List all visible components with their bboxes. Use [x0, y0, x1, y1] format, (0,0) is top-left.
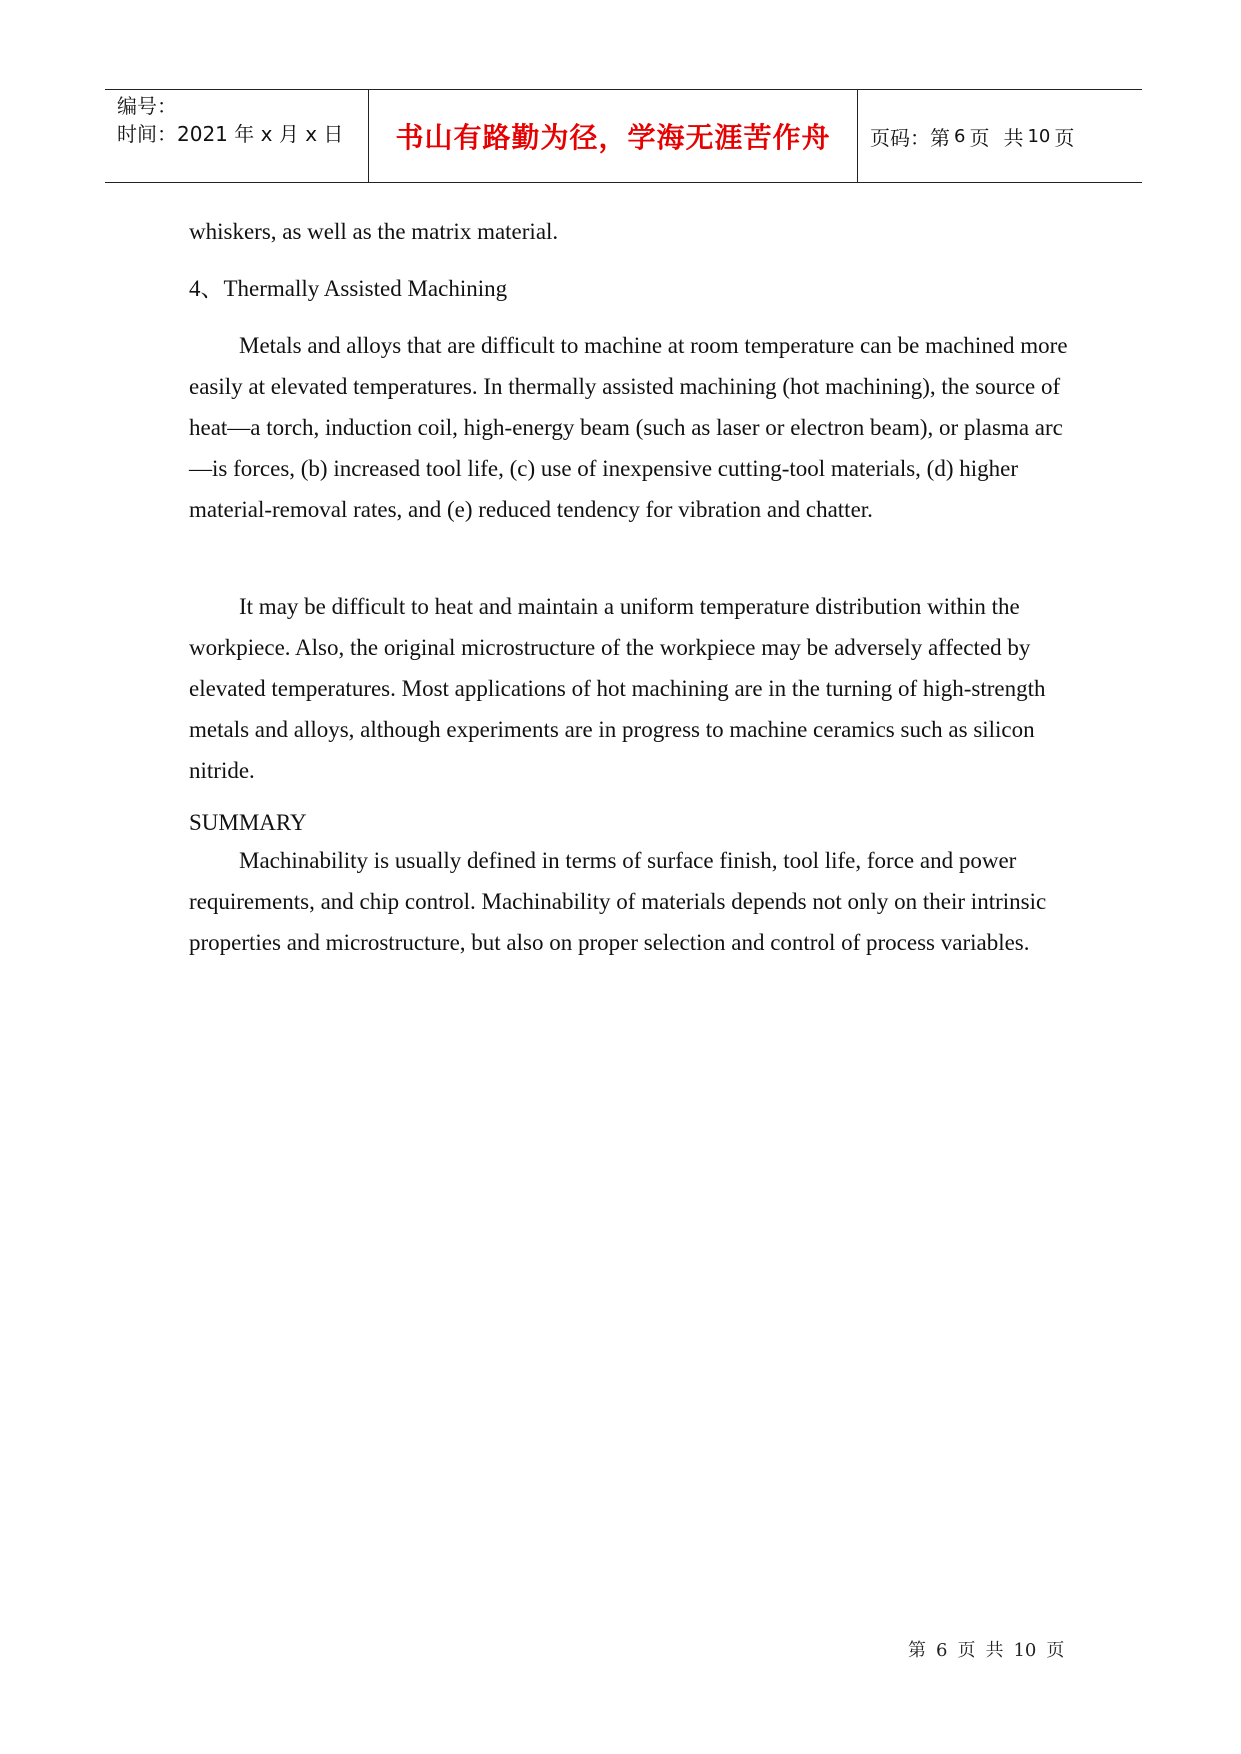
- footer-total-unit: 页: [1046, 1640, 1065, 1661]
- section-heading: 4、Thermally Assisted Machining: [189, 276, 508, 301]
- page-prefix: 第: [930, 125, 950, 150]
- date-day: x: [305, 122, 318, 146]
- header-page-info: [858, 90, 1142, 182]
- page-header: [105, 89, 1142, 183]
- summary-paragraph: Machinability is usually defined in terms of surface finish, tool life, force and power requirements, and chip control. Machinability of materials depends not only on their intrinsic properties and microstructure, but also on proper selection and control of process variables.: [189, 848, 1047, 955]
- page-label: 页码：: [870, 125, 930, 150]
- page-current: 6: [954, 125, 966, 147]
- footer-current: 6: [936, 1640, 948, 1661]
- footer-total-prefix: 共: [985, 1640, 1004, 1661]
- page-total-prefix: 共: [1003, 125, 1024, 150]
- date-month: x: [260, 122, 273, 146]
- date-line: [117, 120, 368, 148]
- page-unit: 页: [969, 125, 990, 150]
- footer-prefix: 第: [908, 1640, 926, 1661]
- paragraph-thermally-assisted-1: Metals and alloys that are difficult to machine at room temperature can be machined more easily at elevated temperatures. In thermally assisted machining (hot machining), the source of heat—a torch, induction coil, high-energy beam (such as laser or electron beam), or plasma arc—is forces, (b) increased tool life, (c) use of inexpensive cutting-tool materials, (d) higher material-removal rates, and (e) reduced tendency for vibration and chatter.: [189, 333, 1068, 522]
- page-footer: [908, 1636, 1074, 1662]
- footer-unit: 页: [957, 1640, 976, 1661]
- page-total: 10: [1027, 125, 1051, 147]
- date-label: 时间：: [117, 122, 177, 146]
- paragraph-thermally-assisted-2: It may be difficult to heat and maintain a uniform temperature distribution within the workpiece. Also, the original microstructure of the workpiece may be adversely affected by elevated temperatures. Most applications of hot machining are in the turning of high-strength metals and alloys, although experiments are in progress to machine ceramics such as silicon nitride.: [189, 594, 1046, 783]
- header-motto: 书山有路勤为径，学海无涯苦作舟: [369, 90, 858, 182]
- page-total-unit: 页: [1054, 125, 1075, 150]
- continued-line: whiskers, as well as the matrix material.: [189, 219, 559, 244]
- date-year: 2021: [177, 122, 228, 146]
- date-year-suffix: 年: [234, 122, 255, 146]
- date-month-suffix: 月: [278, 122, 299, 146]
- footer-total: 10: [1013, 1640, 1037, 1661]
- serial-number-label: 编号：: [117, 94, 177, 118]
- summary-heading: SUMMARY: [189, 810, 307, 835]
- date-day-suffix: 日: [323, 122, 344, 146]
- header-meta: [105, 90, 369, 182]
